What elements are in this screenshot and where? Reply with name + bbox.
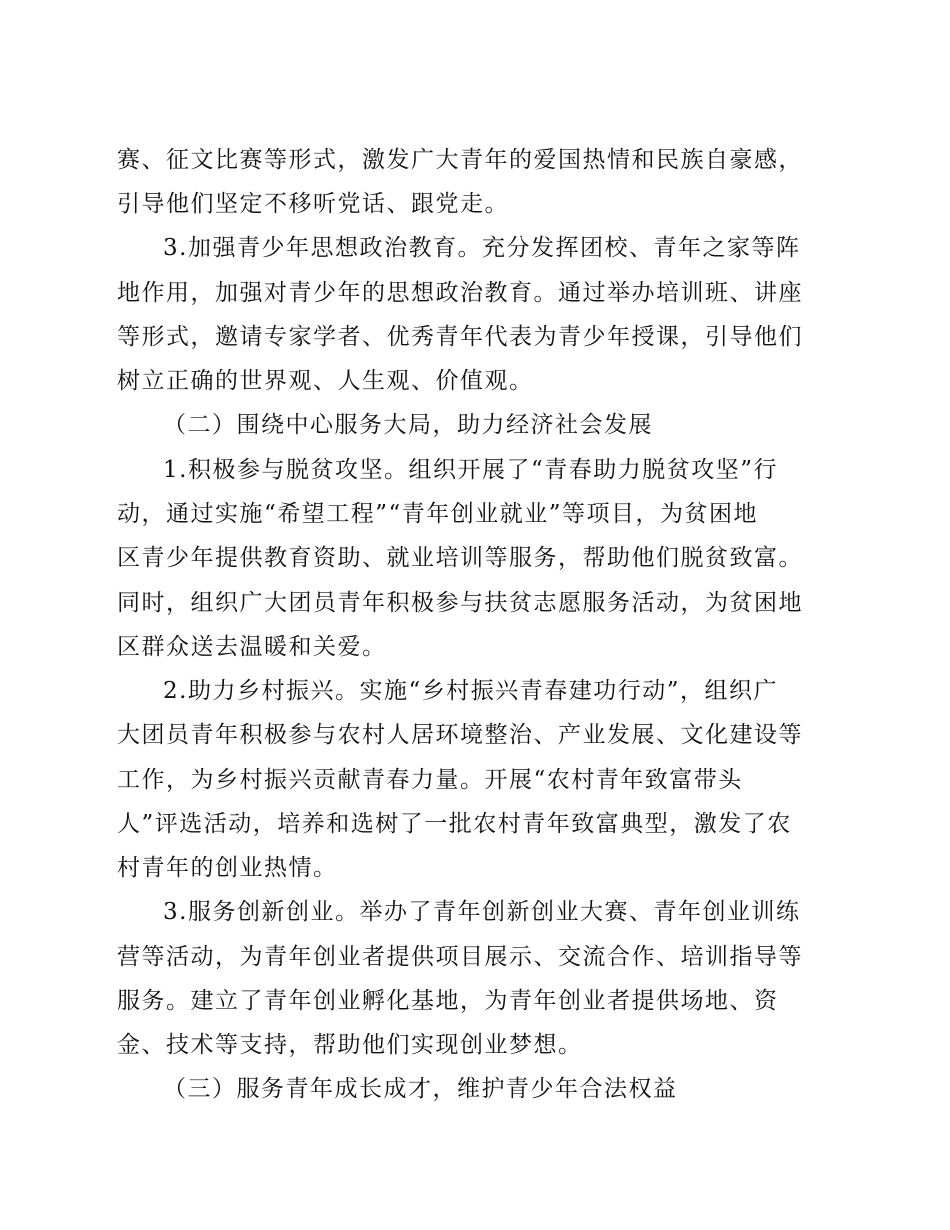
text-line: 区群众送去温暖和关爱。	[117, 634, 387, 660]
text-line: 等形式，邀请专家学者、优秀青年代表为青少年授课，引导他们	[117, 324, 803, 350]
section-heading: （二）围绕中心服务大局，助力经济社会发展	[163, 412, 653, 438]
paragraph-start-line: 3.服务创新创业。举办了青年创新创业大赛、青年创业训练	[163, 899, 801, 925]
text-line: 大团员青年积极参与农村人居环境整治、产业发展、文化建设等	[117, 722, 803, 748]
paragraph-start-line: 1.积极参与脱贫攻坚。组织开展了“青春助力脱贫攻坚”行	[163, 457, 778, 483]
text-line: 区青少年提供教育资助、就业培训等服务，帮助他们脱贫致富。	[117, 545, 803, 571]
text-line: 地作用，加强对青少年的思想政治教育。通过举办培训班、讲座	[117, 280, 803, 306]
paragraph-start-line: 3.加强青少年思想政治教育。充分发挥团校、青年之家等阵	[163, 235, 801, 261]
text-line: 金、技术等支持，帮助他们实现创业梦想。	[117, 1032, 583, 1058]
text-line: 人”评选活动，培养和选树了一批农村青年致富典型，激发了农	[117, 811, 792, 837]
text-line: 树立正确的世界观、人生观、价值观。	[117, 368, 534, 394]
text-line: 动，通过实施“希望工程”“青年创业就业”等项目，为贫困地	[117, 501, 759, 527]
section-heading: （三）服务青年成长成才，维护青少年合法权益	[163, 1076, 678, 1102]
text-line: 同时，组织广大团员青年积极参与扶贫志愿服务活动，为贫困地	[117, 590, 803, 616]
text-line: 服务。建立了青年创业孵化基地，为青年创业者提供场地、资	[117, 988, 779, 1014]
text-line: 村青年的创业热情。	[117, 855, 338, 881]
text-line: 引导他们坚定不移听党话、跟党走。	[117, 191, 509, 217]
paragraph-start-line: 2.助力乡村振兴。实施“乡村振兴青春建功行动”，组织广	[163, 678, 778, 704]
text-line: 营等活动，为青年创业者提供项目展示、交流合作、培训指导等	[117, 944, 803, 970]
text-line: 赛、征文比赛等形式，激发广大青年的爱国热情和民族自豪感，	[117, 147, 803, 173]
text-line: 工作，为乡村振兴贡献青春力量。开展“农村青年致富带头	[117, 767, 743, 793]
